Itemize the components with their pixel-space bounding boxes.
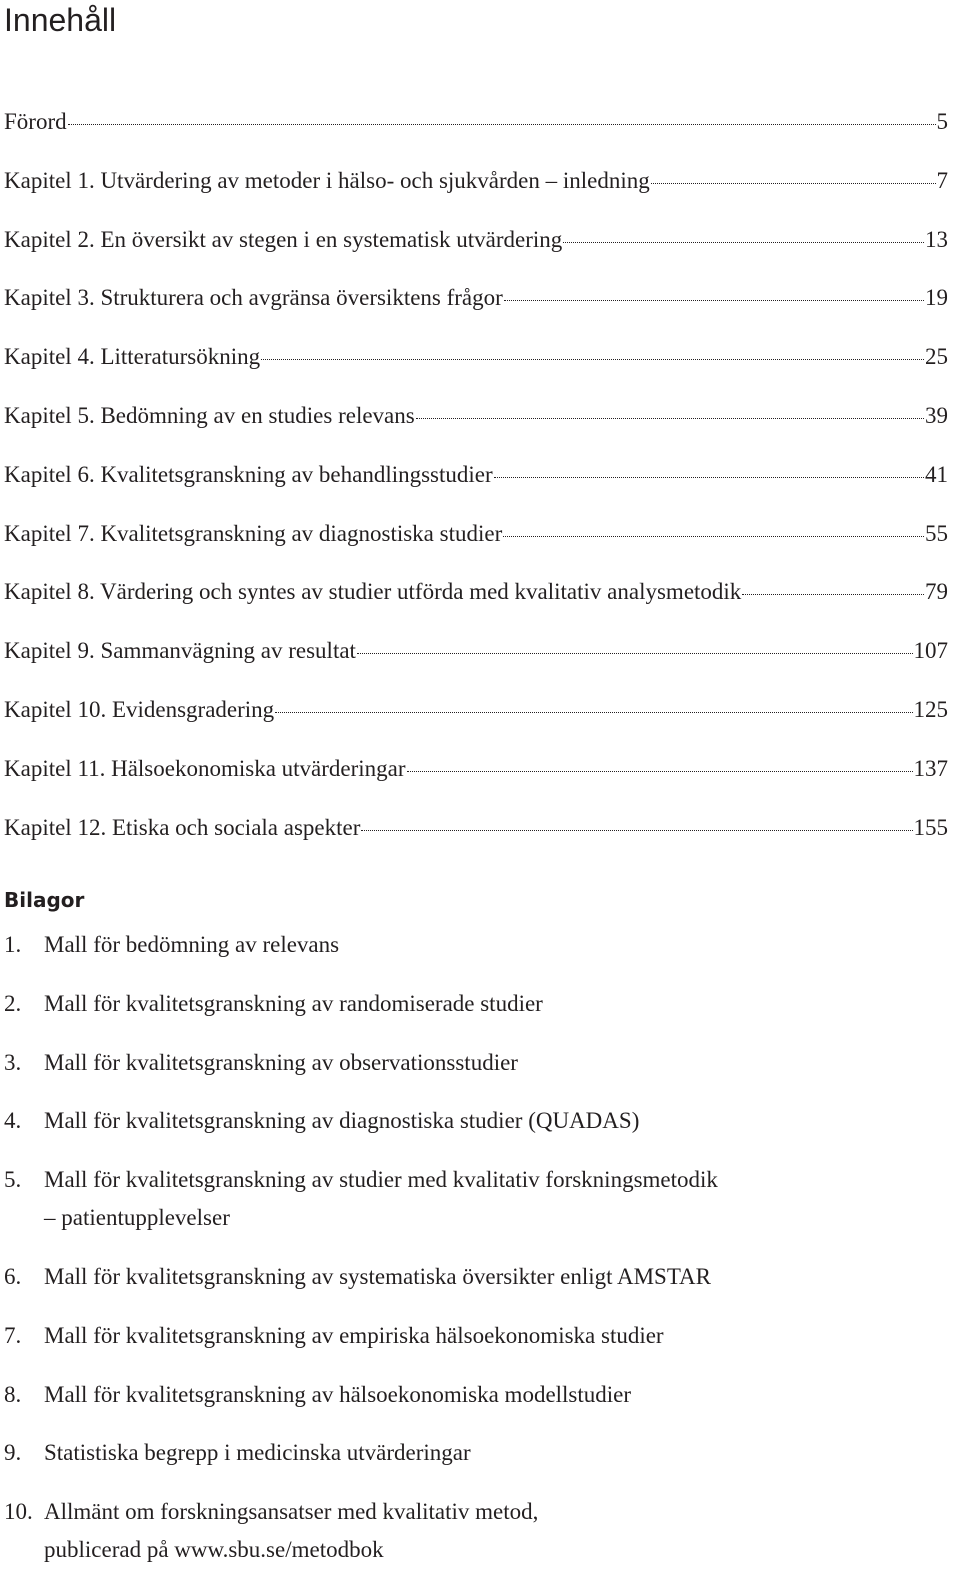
appendix-item (4, 1258, 948, 1296)
appendix-item-number: 5. (4, 1167, 22, 1193)
toc-page-number: 25 (925, 344, 948, 370)
toc-leader-dots (742, 594, 924, 595)
appendix-item (4, 1434, 948, 1472)
appendix-item-number: 7. (4, 1322, 22, 1348)
toc-entry-chapter-7[interactable] (4, 512, 948, 571)
toc-entry-title: Kapitel 10. Evidensgradering (4, 696, 275, 722)
appendix-item (4, 1317, 948, 1355)
toc-page-number: 13 (925, 226, 948, 252)
toc-entry-title: Kapitel 5. Bedömning av en studies relevans (4, 402, 415, 428)
toc-entry-chapter-2[interactable] (4, 218, 948, 277)
toc-entry-forord[interactable] (4, 100, 948, 159)
appendix-item-number: 6. (4, 1263, 22, 1289)
appendix-item (4, 1493, 948, 1569)
appendix-item (4, 1044, 948, 1082)
toc-leader-dots (416, 418, 924, 419)
toc-leader-dots (357, 653, 913, 654)
toc-entry-title: Kapitel 1. Utvärdering av metoder i hälso- och sjukvården – inledning (4, 167, 650, 193)
table-of-contents (4, 100, 948, 864)
toc-leader-dots (275, 712, 912, 713)
toc-page-number: 39 (925, 402, 948, 428)
toc-leader-dots (563, 242, 924, 243)
toc-entry-chapter-6[interactable] (4, 453, 948, 512)
appendix-item-text: Mall för kvalitetsgranskning av hälsoekonomiska modellstudier (44, 1381, 632, 1407)
toc-entry-title: Kapitel 3. Strukturera och avgränsa översiktens frågor (4, 285, 503, 311)
appendix-item-text: Mall för kvalitetsgranskning av diagnostiska studier (QUADAS) (44, 1108, 640, 1134)
toc-page-number: 55 (925, 520, 948, 546)
appendix-item-text: Mall för kvalitetsgranskning av systematiska översikter enligt AMSTAR (44, 1263, 711, 1289)
appendix-item (4, 1376, 948, 1414)
appendix-item-number: 4. (4, 1108, 22, 1134)
toc-leader-dots (407, 771, 913, 772)
toc-entry-chapter-10[interactable] (4, 688, 948, 747)
toc-leader-dots (361, 830, 912, 831)
toc-page-number: 19 (925, 285, 948, 311)
toc-entry-title: Kapitel 9. Sammanvägning av resultat (4, 638, 356, 664)
appendix-item (4, 1161, 948, 1237)
appendix-item-number: 3. (4, 1049, 22, 1075)
appendix-item (4, 926, 948, 964)
appendix-item-text: Mall för kvalitetsgranskning av studier med kvalitativ forskningsmetodik – patientupplevelser (44, 1167, 718, 1231)
appendix-item-text: Allmänt om forskningsansatser med kvalitativ metod, publicerad på www.sbu.se/metodbok (44, 1499, 539, 1563)
toc-entry-chapter-5[interactable] (4, 394, 948, 453)
appendix-list (4, 926, 948, 1590)
toc-entry-title: Kapitel 12. Etiska och sociala aspekter (4, 814, 361, 840)
toc-entry-title: Kapitel 2. En översikt av stegen i en systematisk utvärdering (4, 226, 563, 252)
page-title: Innehåll (4, 2, 117, 38)
appendix-item-text: Mall för kvalitetsgranskning av randomiserade studier (44, 990, 543, 1016)
toc-page-number: 107 (913, 638, 948, 664)
toc-page-number: 137 (913, 755, 948, 781)
appendix-item-text: Mall för kvalitetsgranskning av observationsstudier (44, 1049, 518, 1075)
toc-entry-chapter-1[interactable] (4, 159, 948, 218)
appendix-item-number: 10. (4, 1499, 33, 1525)
appendix-item-text: Statistiska begrepp i medicinska utvärderingar (44, 1440, 471, 1466)
toc-entry-title: Förord (4, 109, 67, 134)
toc-leader-dots (261, 359, 924, 360)
toc-leader-dots (651, 183, 936, 184)
toc-entry-title: Kapitel 4. Litteratursökning (4, 344, 261, 370)
toc-entry-chapter-4[interactable] (4, 335, 948, 394)
toc-entry-chapter-3[interactable] (4, 276, 948, 335)
toc-entry-title: Kapitel 8. Värdering och syntes av studier utförda med kvalitativ analysmetodik (4, 579, 742, 605)
appendix-heading: Bilagor (4, 888, 85, 912)
toc-page-number: 5 (936, 109, 948, 134)
appendix-item (4, 1102, 948, 1140)
toc-entry-title: Kapitel 7. Kvalitetsgranskning av diagnostiska studier (4, 520, 503, 546)
toc-leader-dots (503, 536, 924, 537)
toc-leader-dots (494, 477, 924, 478)
toc-entry-chapter-12[interactable] (4, 806, 948, 865)
toc-entry-chapter-8[interactable] (4, 570, 948, 629)
toc-page-number: 155 (913, 814, 948, 840)
toc-page-number: 125 (913, 696, 948, 722)
toc-leader-dots (68, 124, 936, 125)
appendix-item-number: 9. (4, 1440, 22, 1466)
appendix-item-number: 2. (4, 990, 22, 1016)
appendix-item-text: Mall för bedömning av relevans (44, 932, 340, 957)
appendix-item-number: 8. (4, 1381, 22, 1407)
toc-entry-chapter-9[interactable] (4, 629, 948, 688)
toc-entry-chapter-11[interactable] (4, 747, 948, 806)
appendix-item-text: Mall för kvalitetsgranskning av empiriska hälsoekonomiska studier (44, 1322, 664, 1348)
toc-leader-dots (504, 300, 924, 301)
toc-page-number: 7 (936, 167, 948, 193)
toc-page-number: 79 (925, 579, 948, 605)
toc-page-number: 41 (925, 461, 948, 487)
toc-entry-title: Kapitel 11. Hälsoekonomiska utvärderingar (4, 755, 406, 781)
toc-entry-title: Kapitel 6. Kvalitetsgranskning av behandlingsstudier (4, 461, 493, 487)
appendix-item-number: 1. (4, 932, 22, 957)
appendix-item (4, 985, 948, 1023)
